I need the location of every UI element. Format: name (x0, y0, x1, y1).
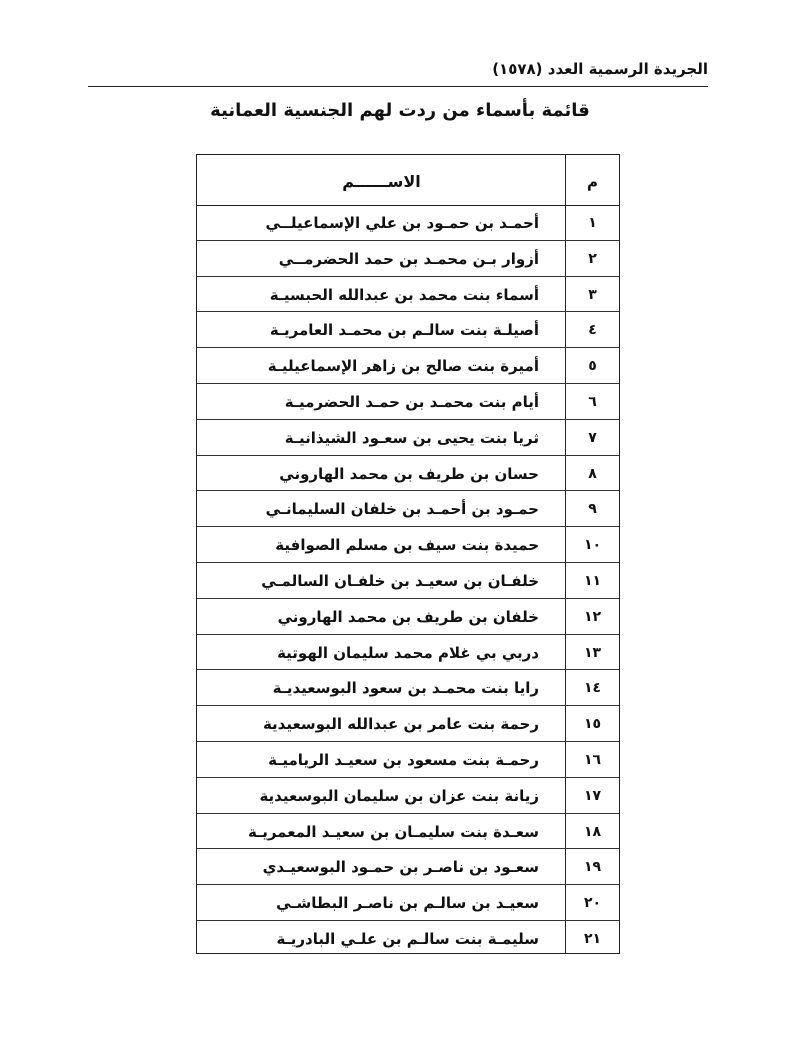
name-column-header: الاســــــم (342, 172, 421, 191)
row-number: ٦ (588, 393, 597, 410)
row-number: ١١ (583, 572, 602, 589)
table-row (197, 241, 619, 277)
row-name: زيانة بنت عزان بن سليمان البوسعيدية (259, 786, 539, 805)
table-row (197, 921, 619, 957)
table-body (197, 205, 619, 953)
table-row (197, 599, 619, 635)
table-row (197, 420, 619, 456)
row-number: ١٩ (583, 859, 602, 876)
row-number: ٩ (588, 501, 597, 518)
table-row (197, 706, 619, 742)
table-row (197, 312, 619, 348)
row-number: ٧ (588, 429, 597, 446)
row-name: حسان بن طريف بن محمد الهاروني (279, 464, 539, 483)
row-name: ثريا بنت يحيى بن سعـود الشيذانيـة (284, 428, 539, 447)
row-name: أيام بنت محمـد بن حمـد الحضرميـة (284, 392, 539, 411)
row-name: سليمـة بنت سالـم بن علـي البادريـة (276, 929, 539, 948)
row-number: ٥ (588, 358, 597, 375)
row-name: خلفـان بن سعيـد بن خلفـان السالمـي (261, 571, 539, 590)
row-number: ١٨ (583, 823, 602, 840)
row-number: ٨ (588, 465, 597, 482)
row-number: ٣ (588, 286, 597, 303)
table-header-row (197, 155, 619, 206)
row-number: ١ (588, 215, 597, 231)
row-number: ١٧ (583, 787, 602, 804)
table-row (197, 814, 619, 850)
row-name: سعـود بن ناصـر بن حمـود البوسعيـدي (262, 858, 539, 877)
row-name: أحمـد بن حمـود بن علي الإسماعيلــي (265, 214, 539, 232)
table-row (197, 778, 619, 814)
row-name: سعيـد بن سالـم بن ناصـر البطاشـي (276, 894, 539, 913)
table-row (197, 277, 619, 313)
row-name: أسماء بنت محمد بن عبدالله الحبسيـة (269, 285, 539, 304)
table-row (197, 205, 619, 241)
row-name: أزوار بـن محمـد بن حمد الحضرمــي (278, 249, 539, 268)
row-name: حميدة بنت سيف بن مسلم الصوافية (275, 536, 539, 555)
table-row (197, 348, 619, 384)
row-number: ٢١ (583, 930, 602, 947)
row-number: ١٥ (583, 716, 602, 733)
table-row (197, 849, 619, 885)
number-column-header: م (587, 173, 598, 191)
row-name: رحمة بنت عامر بن عبدالله البوسعيدية (262, 715, 539, 734)
row-name: رايا بنت محمـد بن سعود البوسعيديـة (272, 679, 539, 698)
row-name: حمـود بن أحمـد بن خلفان السليمانـي (265, 500, 539, 519)
gazette-issue-header: الجريدة الرسمية العدد (١٥٧٨) (492, 60, 708, 78)
table-row (197, 742, 619, 778)
table-row (197, 670, 619, 706)
table-row (197, 491, 619, 527)
row-name: سعـدة بنت سليمـان بن سعيـد المعمريـة (247, 822, 539, 841)
row-number: ١٢ (583, 608, 602, 625)
page-header (88, 56, 708, 87)
row-number: ١٤ (583, 680, 602, 697)
row-name: أميرة بنت صالح بن زاهر الإسماعيليـة (267, 357, 539, 376)
row-number: ١٣ (583, 644, 602, 661)
row-number: ٤ (588, 322, 597, 339)
row-number: ١٠ (583, 537, 602, 554)
row-number: ٢ (588, 250, 597, 267)
row-number: ١٦ (583, 751, 602, 768)
table-row (197, 456, 619, 492)
row-number: ٢٠ (583, 895, 602, 912)
names-table (196, 154, 620, 954)
table-row (197, 527, 619, 563)
table-row (197, 885, 619, 921)
row-name: دربي بي غلام محمد سليمان الهوتية (277, 643, 539, 662)
row-name: خلفان بن طريف بن محمد الهاروني (277, 607, 539, 626)
table-row (197, 635, 619, 671)
table-row (197, 384, 619, 420)
document-title: قائمة بأسماء من ردت لهم الجنسية العمانية (210, 100, 590, 121)
table-row (197, 563, 619, 599)
row-name: أصيلـة بنت سالـم بن محمـد العامريـة (269, 321, 539, 340)
row-name: رحمـة بنت مسعود بن سعيـد الرياميـة (268, 750, 539, 769)
